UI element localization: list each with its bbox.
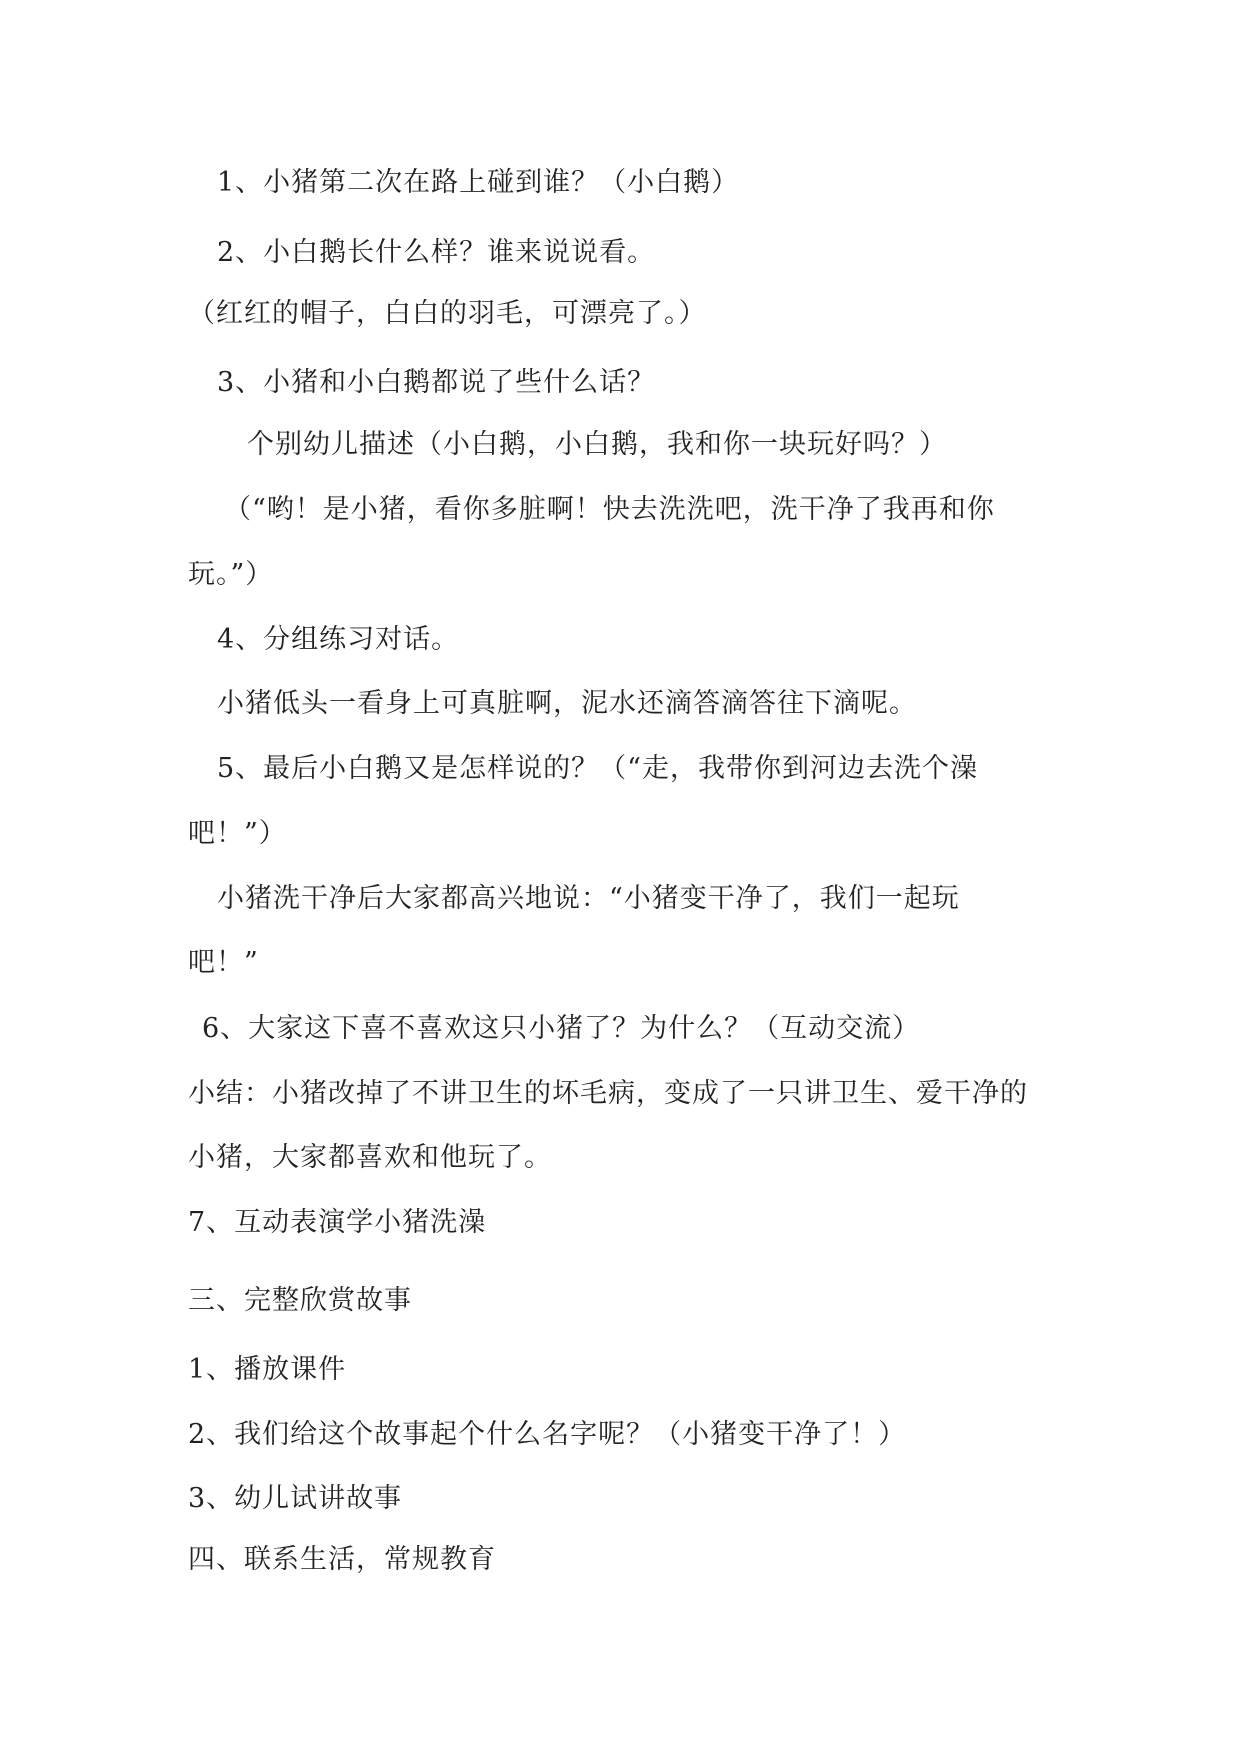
- text-line: 3、小猪和小白鹅都说了些什么话？: [217, 367, 656, 398]
- text-line: 6、大家这下喜不喜欢这只小猪了？为什么？（互动交流）: [202, 1013, 921, 1044]
- text-line: 1、播放课件: [188, 1354, 347, 1385]
- text-line: 个别幼儿描述（小白鹅，小白鹅，我和你一块玩好吗？）: [247, 429, 947, 460]
- text-line: 3、幼儿试讲故事: [188, 1483, 403, 1514]
- text-line: 7、互动表演学小猪洗澡: [188, 1207, 487, 1238]
- text-line: （红红的帽子，白白的羽毛，可漂亮了。）: [188, 298, 707, 329]
- text-line: 4、分组练习对话。: [217, 624, 460, 655]
- text-line: （“哟！是小猪，看你多脏啊！快去洗洗吧，洗干净了我再和你: [224, 494, 995, 525]
- text-line: 小猪低头一看身上可真脏啊，泥水还滴答滴答往下滴呢。: [217, 688, 917, 719]
- text-line: 2、我们给这个故事起个什么名字呢？（小猪变干净了！）: [188, 1419, 907, 1450]
- section-heading: 三、完整欣赏故事: [188, 1285, 412, 1316]
- text-line: 吧！”）: [188, 818, 287, 849]
- text-line: 5、最后小白鹅又是怎样说的？（“走，我带你到河边去洗个澡: [217, 753, 978, 784]
- text-line: 小猪，大家都喜欢和他玩了。: [188, 1142, 552, 1173]
- section-heading: 四、联系生活，常规教育: [188, 1544, 496, 1575]
- text-line: 吧！”: [188, 947, 259, 978]
- text-line: 1、小猪第二次在路上碰到谁？（小白鹅）: [217, 167, 740, 198]
- text-line: 小结：小猪改掉了不讲卫生的坏毛病，变成了一只讲卫生、爱干净的: [188, 1078, 1028, 1109]
- text-line: 2、小白鹅长什么样？谁来说说看。: [217, 237, 656, 268]
- text-line: 小猪洗干净后大家都高兴地说：“小猪变干净了，我们一起玩: [217, 883, 960, 914]
- text-line: 玩。”）: [188, 559, 274, 590]
